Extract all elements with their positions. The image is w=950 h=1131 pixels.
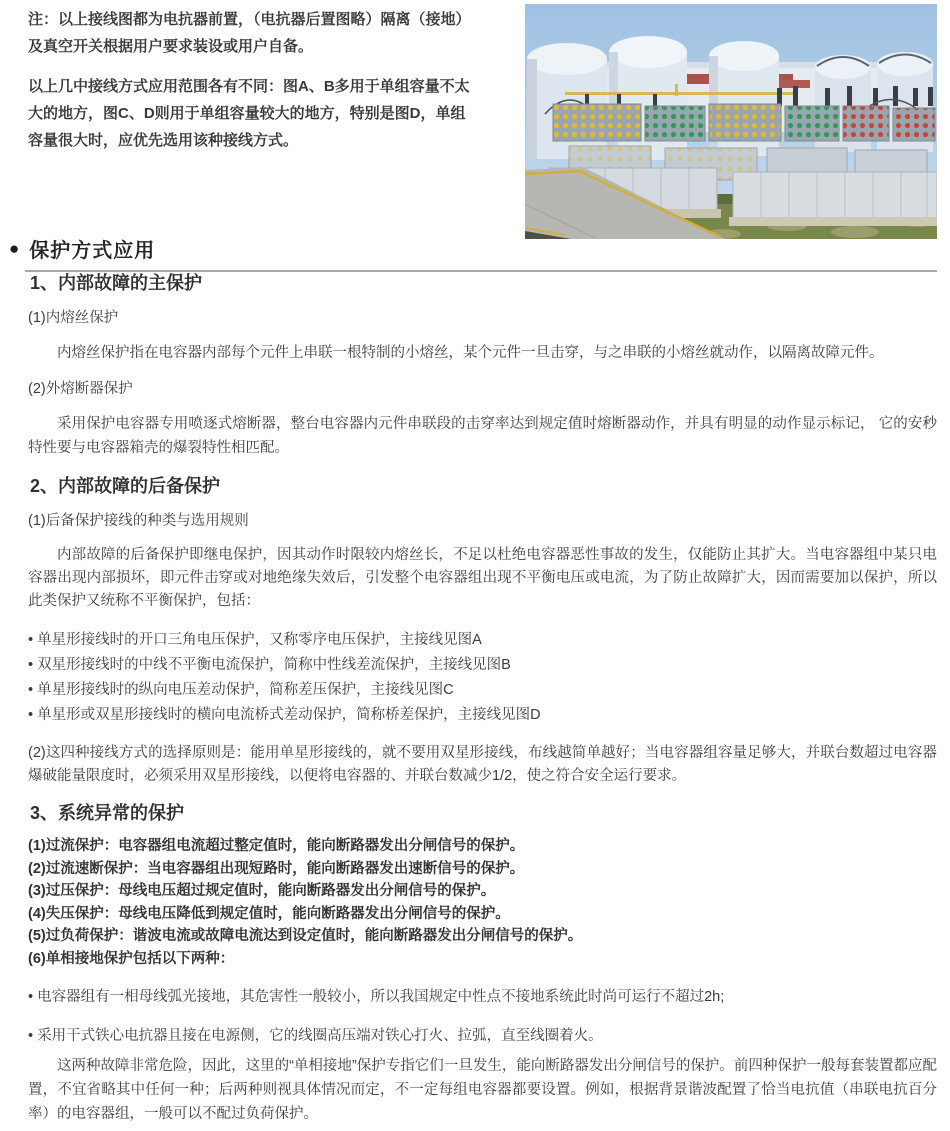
heading-system-abnormal-protection: 3、系统异常的保护 (30, 803, 185, 823)
section-bullet-icon: ● (9, 239, 20, 258)
list-item-text: 单星形或双星形接线时的横向电流桥式差动保护，简称桥差保护，主接线见图D (37, 706, 541, 723)
list-item-open-delta (28, 628, 937, 653)
backup-protection-list (28, 628, 937, 728)
bullet-icon: • (28, 989, 34, 1005)
list-item-text: 单星形接线时的开口三角电压保护，又称零序电压保护，主接线见图A (37, 631, 482, 648)
section-title: 保护方式应用 (29, 240, 156, 262)
protection-item-overload: (5)过负荷保护：谐波电流或故障电流达到设定值时，能向断路器发出分闸信号的保护。 (28, 928, 583, 944)
list-item-text: 双星形接线时的中线不平衡电流保护，简称中性线差流保护，主接线见图B (37, 656, 511, 673)
paragraph-backup-protection: 内部故障的后备保护即继电保护，因其动作时限较内熔丝长，不足以杜绝电容器恶性事故的发生，仅能防止其扩大。当电容器组中某只电容器出现内部损坏，即元件击穿或对地绝缘失效后，引发整个电容器组出现不平衡电压或电流，为了防止故障扩大，因而需要加以保护，所以此类保护又统称不平衡保护，包括： (28, 546, 937, 609)
paragraph-internal-fuse: 内熔丝保护指在电容器内部每个元件上串联一根特制的小熔丝，某个元件一旦击穿，与之串联的小熔丝就动作，以隔离故障元件。 (57, 345, 884, 361)
paragraph-single-phase-ground-conclusion: 这两种故障非常危险，因此，这里的“单相接地”保护专指它们一旦发生，能向断路器发出分闸信号的保护。前四种保护一般每套装置都应配置，不宜省略其中任何一种；后两种则视具体情况而定，不一定每组电容器都要设置。例如，根据背景谐波配置了恰当电抗值（串联电抗百分率）的电容器组，一般可以不配过负荷保护。 (28, 1058, 937, 1122)
bullet-icon: • (28, 706, 34, 723)
protection-item-instantaneous-overcurrent: (2)过流速断保护：当电容器组出现短路时，能向断路器发出速断信号的保护。 (28, 860, 525, 877)
bullet-icon: • (28, 681, 34, 698)
substation-photo (525, 4, 937, 239)
protection-item-single-phase-ground: (6)单相接地保护包括以下两种： (28, 950, 235, 967)
ground-fault-bullet-2 (28, 1024, 937, 1048)
heading-internal-fault-backup-protection: 2、内部故障的后备保护 (30, 475, 221, 496)
note-column (28, 4, 480, 167)
list-item-voltage-differential (28, 678, 937, 703)
system-protection-list (28, 835, 937, 970)
list-item-text: 电容器组有一相母线弧光接地，其危害性一般较小，所以我国规定中性点不接地系统此时尚可运行不超过2h; (37, 989, 725, 1005)
label-internal-fuse-protection: (1)内熔丝保护 (28, 310, 119, 326)
label-external-fuse-protection: (2)外熔断器保护 (28, 381, 133, 397)
note-paragraph-2: 以上几中接线方式应用范围各有不同：图A、B多用于单组容量不太大的地方，图C、D则用于单组容量较大的地方，特别是图D，单组容量很大时，应优先选用该种接线方式。 (28, 78, 470, 149)
bullet-icon: • (28, 631, 34, 648)
bullet-icon: • (28, 656, 34, 673)
list-item-text: 采用干式铁心电抗器且接在电源侧，它的线圈高压端对铁心打火、拉弧，直至线圈着火。 (37, 1028, 603, 1044)
ground-fault-bullet-1 (28, 985, 937, 1009)
bullet-icon: • (28, 1028, 34, 1044)
protection-item-overvoltage: (3)过压保护：母线电压超过规定值时，能向断路器发出分闸信号的保护。 (28, 883, 496, 899)
top-row (28, 4, 937, 242)
note-paragraph-1: 注：以上接线图都为电抗器前置，（电抗器后置图略）隔离（接地）及真空开关根据用户要求装设或用户自备。 (28, 11, 471, 55)
heading-internal-fault-main-protection: 1、内部故障的主保护 (30, 273, 203, 293)
substation-photo-graphic (525, 4, 937, 239)
protection-item-overcurrent: (1)过流保护：电容器组电流超过整定值时，能向断路器发出分闸信号的保护。 (28, 838, 525, 854)
label-backup-wiring-types: (1)后备保护接线的种类与选用规则 (28, 512, 249, 529)
paragraph-wiring-selection: (2)这四种接线方式的选择原则是：能用单星形接线的，就不要用双星形接线，布线越简单越好；当电容器组容量足够大，并联台数超过电容器爆破能量限度时，必须采用双星形接线，以便将电容器的、并联台数减少1/2，使之符合安全运行要求。 (28, 744, 937, 784)
list-item-neutral-current (28, 653, 937, 678)
list-item-text: 单星形接线时的纵向电压差动保护，简称差压保护，主接线见图C (37, 681, 454, 698)
paragraph-external-fuse: 采用保护电容器专用喷逐式熔断器，整台电容器内元件串联段的击穿率达到规定值时熔断器动作，并具有明显的动作显示标记， 它的安秒特性要与电容器箱壳的爆裂特性相匹配。 (28, 416, 937, 456)
list-item-bridge-differential (28, 703, 937, 728)
protection-item-undervoltage: (4)失压保护：母线电压降低到规定值时，能向断路器发出分闸信号的保护。 (28, 905, 510, 922)
